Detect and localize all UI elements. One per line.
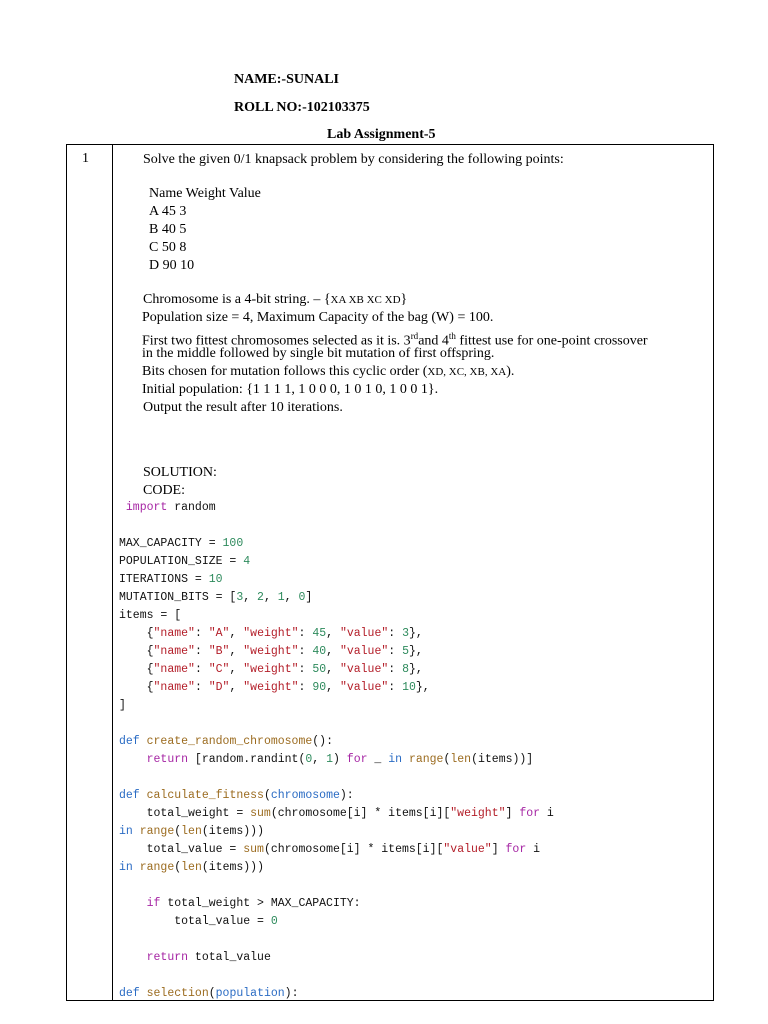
- code-token: len: [450, 753, 472, 766]
- code-line: [119, 823, 554, 841]
- code-line: [119, 643, 554, 661]
- code-token: :: [298, 627, 313, 640]
- code-line: [119, 625, 554, 643]
- code-token: [119, 951, 147, 964]
- code-token: :: [194, 645, 209, 658]
- code-token: (items))): [201, 825, 264, 838]
- code-token: [119, 897, 147, 910]
- code-token: [140, 789, 147, 802]
- code-token: (: [443, 753, 451, 766]
- code-token: total_weight > MAX_CAPACITY:: [160, 897, 361, 910]
- code-token: [140, 987, 147, 1000]
- code-token: return: [146, 951, 189, 964]
- code-token: "weight": [243, 645, 299, 658]
- code-token: ):: [339, 789, 354, 802]
- code-token: ,: [229, 663, 244, 676]
- code-token: 4: [243, 555, 251, 568]
- code-line: [119, 877, 554, 895]
- code-line: [119, 589, 554, 607]
- code-line: [119, 517, 554, 535]
- table-column-divider: [112, 144, 113, 1001]
- code-token: {: [119, 663, 154, 676]
- code-token: range: [139, 825, 175, 838]
- code-token: ]: [491, 843, 506, 856]
- chromosome-prefix: Chromosome is a 4-bit string. – {: [143, 292, 331, 307]
- code-token: sum: [243, 843, 264, 856]
- code-token: },: [408, 627, 423, 640]
- code-line: [119, 985, 554, 1003]
- bits-prefix: Bits chosen for mutation follows this cyclic order (: [142, 364, 428, 379]
- code-token: "D": [208, 681, 230, 694]
- code-token: :: [298, 645, 313, 658]
- code-token: 40: [312, 645, 327, 658]
- code-token: [random.randint(: [188, 753, 306, 766]
- code-token: (: [174, 825, 182, 838]
- code-token: def: [119, 987, 140, 1000]
- item-list-line: Name Weight Value: [149, 186, 261, 201]
- code-token: 2: [257, 591, 264, 604]
- code-token: total_value =: [119, 915, 271, 928]
- code-token: "C": [208, 663, 230, 676]
- code-line: [119, 841, 554, 859]
- code-token: ,: [326, 627, 340, 640]
- code-line: [119, 553, 554, 571]
- code-token: ]: [305, 591, 313, 604]
- code-token: :: [388, 663, 403, 676]
- code-token: POPULATION_SIZE =: [119, 555, 244, 568]
- code-token: "value": [443, 843, 492, 856]
- code-line: [119, 679, 554, 697]
- question-number: 1: [82, 151, 89, 166]
- code-token: len: [181, 825, 202, 838]
- code-line: [119, 931, 554, 949]
- population-line: Population size = 4, Maximum Capacity of the bag (W) = 100.: [142, 310, 494, 325]
- code-token: ,: [312, 753, 327, 766]
- code-token: "name": [153, 681, 195, 694]
- chromosome-line: [143, 291, 407, 309]
- code-token: for: [505, 843, 527, 856]
- code-token: (: [174, 861, 182, 874]
- fittest-text-2: and 4: [418, 333, 449, 349]
- code-token: _: [367, 753, 389, 766]
- code-token: 90: [312, 681, 327, 694]
- code-token: ,: [229, 627, 244, 640]
- code-token: },: [415, 681, 430, 694]
- fittest-text-3: fittest use for one-point crossover: [455, 333, 648, 349]
- code-token: 10: [402, 681, 416, 694]
- code-token: 100: [222, 537, 244, 550]
- code-token: create_random_chromosome: [146, 735, 313, 748]
- code-token: 45: [312, 627, 327, 640]
- code-line: [119, 535, 554, 553]
- code-token: (items))]: [471, 753, 534, 766]
- code-token: :: [298, 663, 313, 676]
- code-token: ): [332, 753, 347, 766]
- code-token: ,: [229, 681, 244, 694]
- code-token: ,: [326, 663, 340, 676]
- code-token: 0: [305, 753, 313, 766]
- code-line: [119, 859, 554, 877]
- code-line: [119, 769, 554, 787]
- code-token: :: [388, 627, 403, 640]
- code-token: total_value =: [119, 843, 244, 856]
- code-token: in: [119, 825, 133, 838]
- code-line: [119, 571, 554, 589]
- question-intro: Solve the given 0/1 knapsack problem by considering the following points:: [143, 152, 564, 167]
- code-token: ,: [229, 645, 244, 658]
- code-token: [133, 861, 140, 874]
- code-token: "value": [339, 663, 389, 676]
- code-token: [140, 735, 147, 748]
- code-token: i: [526, 843, 541, 856]
- code-line: [119, 499, 554, 517]
- code-line: [119, 949, 554, 967]
- code-token: in: [119, 861, 133, 874]
- code-token: [133, 825, 140, 838]
- code-token: :: [388, 681, 403, 694]
- code-line: [119, 661, 554, 679]
- code-token: 3: [236, 591, 244, 604]
- code-label: CODE:: [143, 483, 185, 498]
- code-token: total_value: [188, 951, 271, 964]
- bits-line: [142, 363, 514, 381]
- code-token: "name": [153, 663, 195, 676]
- chromosome-vars: XA XB XC XD: [330, 294, 401, 306]
- assignment-title: Lab Assignment-5: [327, 127, 436, 142]
- code-token: ():: [312, 735, 333, 748]
- code-token: def: [119, 735, 140, 748]
- code-token: for: [519, 807, 541, 820]
- fittest-text: First two fittest chromosomes selected as it is. 3: [142, 333, 411, 349]
- code-token: 1: [277, 591, 285, 604]
- code-token: return: [146, 753, 189, 766]
- code-token: ):: [284, 987, 299, 1000]
- item-list-line: A 45 3: [149, 204, 187, 219]
- code-token: [119, 501, 126, 514]
- code-token: calculate_fitness: [146, 789, 264, 802]
- code-token: 50: [312, 663, 327, 676]
- code-token: {: [119, 645, 154, 658]
- code-token: :: [194, 681, 209, 694]
- code-token: "value": [339, 681, 389, 694]
- code-token: },: [408, 663, 423, 676]
- initial-population-line: Initial population: {1 1 1 1, 1 0 0 0, 1 0 1 0, 1 0 0 1}.: [142, 382, 439, 397]
- code-block: [119, 499, 554, 1003]
- code-line: [119, 751, 554, 769]
- code-token: :: [194, 627, 209, 640]
- code-token: ]: [505, 807, 520, 820]
- code-token: i: [540, 807, 554, 820]
- code-token: (items))): [201, 861, 264, 874]
- code-token: ,: [326, 645, 340, 658]
- code-token: "name": [153, 627, 195, 640]
- item-list-line: D 90 10: [149, 258, 195, 273]
- code-line: [119, 733, 554, 751]
- code-token: "value": [339, 645, 389, 658]
- code-token: (: [263, 789, 271, 802]
- code-token: [119, 753, 147, 766]
- code-token: items = [: [119, 609, 182, 622]
- code-token: "weight": [450, 807, 506, 820]
- fittest-line-2: in the middle followed by single bit mutation of first offspring.: [142, 346, 495, 361]
- code-token: 5: [402, 645, 409, 658]
- code-token: len: [181, 861, 202, 874]
- code-token: "B": [208, 645, 230, 658]
- item-list: [149, 185, 261, 275]
- code-line: [119, 913, 554, 931]
- code-token: {: [119, 681, 154, 694]
- code-token: selection: [146, 987, 209, 1000]
- code-token: "value": [339, 627, 389, 640]
- code-token: 0: [270, 915, 278, 928]
- roll-number: ROLL NO:-102103375: [234, 100, 370, 115]
- code-token: population: [215, 987, 285, 1000]
- code-token: ,: [284, 591, 299, 604]
- code-token: range: [139, 861, 175, 874]
- code-token: import: [125, 501, 168, 514]
- output-line: Output the result after 10 iterations.: [143, 400, 343, 415]
- code-token: 10: [208, 573, 223, 586]
- code-token: [402, 753, 409, 766]
- code-token: 1: [326, 753, 333, 766]
- code-token: random: [167, 501, 216, 514]
- code-token: "weight": [243, 663, 299, 676]
- code-line: [119, 715, 554, 733]
- code-token: if: [146, 897, 161, 910]
- code-token: "A": [208, 627, 230, 640]
- code-token: ITERATIONS =: [119, 573, 209, 586]
- code-line: [119, 805, 554, 823]
- code-token: :: [194, 663, 209, 676]
- code-line: [119, 895, 554, 913]
- code-token: range: [408, 753, 444, 766]
- code-token: "name": [153, 645, 195, 658]
- code-line: [119, 697, 554, 715]
- code-line: [119, 787, 554, 805]
- code-token: ,: [326, 681, 340, 694]
- code-token: for: [346, 753, 368, 766]
- item-list-line: B 40 5: [149, 222, 187, 237]
- code-token: chromosome: [270, 789, 340, 802]
- chromosome-suffix: }: [400, 292, 408, 307]
- student-name: NAME:-SUNALI: [234, 72, 339, 87]
- code-token: :: [298, 681, 313, 694]
- code-token: :: [388, 645, 403, 658]
- code-token: },: [408, 645, 423, 658]
- code-line: [119, 967, 554, 985]
- code-token: sum: [250, 807, 271, 820]
- code-token: def: [119, 789, 140, 802]
- code-token: "weight": [243, 627, 299, 640]
- code-token: total_weight =: [119, 807, 251, 820]
- code-token: {: [119, 627, 154, 640]
- code-token: 8: [402, 663, 409, 676]
- code-token: "weight": [243, 681, 299, 694]
- code-token: ,: [243, 591, 258, 604]
- code-token: (chromosome[i] * items[i][: [263, 843, 444, 856]
- code-token: ]: [119, 699, 126, 712]
- bits-suffix: ).: [506, 364, 515, 379]
- code-token: MAX_CAPACITY =: [119, 537, 223, 550]
- fittest-sup-rd: rd: [410, 331, 419, 341]
- item-list-line: C 50 8: [149, 240, 187, 255]
- bits-vars: XD, XC, XB, XA: [427, 366, 507, 378]
- code-line: [119, 607, 554, 625]
- code-token: 3: [402, 627, 409, 640]
- code-token: ,: [263, 591, 278, 604]
- code-token: (: [208, 987, 216, 1000]
- code-token: (chromosome[i] * items[i][: [270, 807, 451, 820]
- code-token: MUTATION_BITS = [: [119, 591, 237, 604]
- fittest-sup-th: th: [448, 331, 456, 341]
- solution-label: SOLUTION:: [143, 465, 217, 480]
- code-token: 0: [298, 591, 306, 604]
- code-token: in: [388, 753, 403, 766]
